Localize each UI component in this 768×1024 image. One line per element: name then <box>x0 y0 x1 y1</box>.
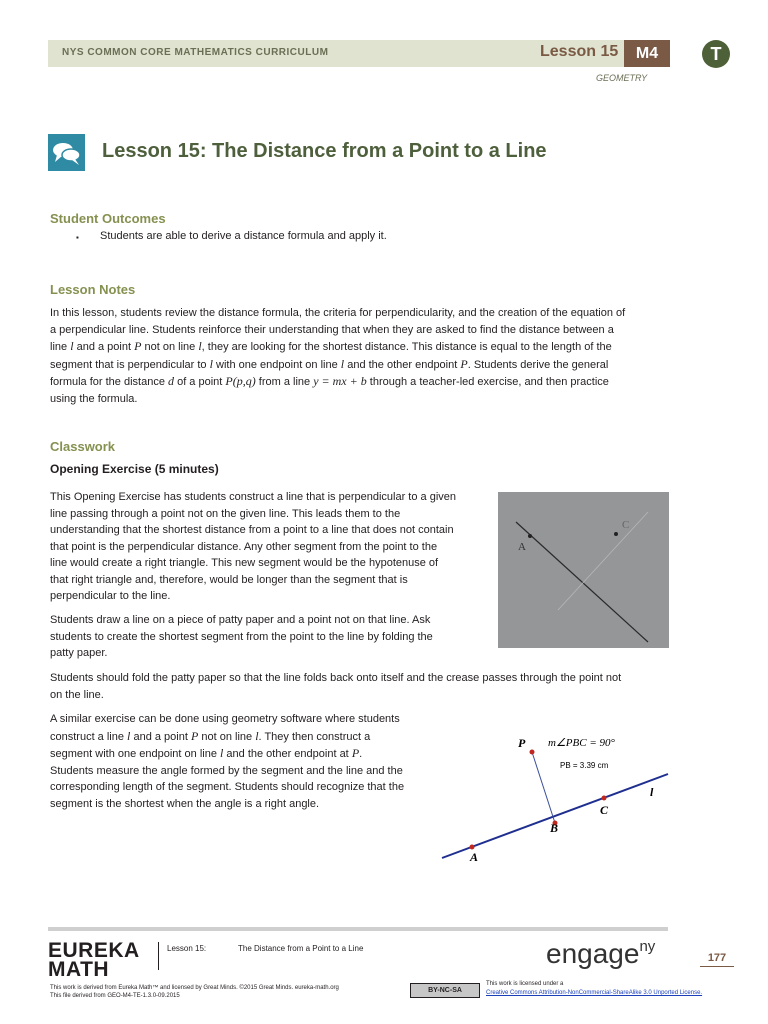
line-l-label: l <box>650 785 654 799</box>
angle-measure-label: m∠PBC = 90° <box>548 737 615 749</box>
footer-divider <box>158 942 159 970</box>
photo-point-a-label: A <box>518 541 526 553</box>
opening-paragraph-3: Students should fold the patty paper so that the line folds back onto itself and the crease passes through the point not on the line. <box>50 672 622 701</box>
eureka-math-logo: EUREKA MATH <box>48 939 140 981</box>
bullet-marker: ▪ <box>76 233 79 242</box>
notes-paragraph: In this lesson, students review the distance formula, the criteria for perpendicularity, and the creation of the equation of a perpendicular line. Students reinforce their understanding that when they are asked to find the distance between a line l and a point P not on line l, they are looking for the shortest distance. This distance is equal to the length of the segment that is perpendicular to l with one endpoint on line l and the other endpoint P. Students derive the general formula for the distance d of a point P(p,q) from a line y = mx + b through a teacher-led exercise, and then practice using the formula. <box>50 307 626 405</box>
license-link[interactable]: Creative Commons Attribution-NonCommercial-ShareAlike 3.0 Unported License. <box>486 990 703 996</box>
lesson-number: Lesson 15 <box>540 43 619 60</box>
outcome-item: Students are able to derive a distance formula and apply it. <box>100 230 387 242</box>
page-title: Lesson 15: The Distance from a Point to a Line <box>102 140 547 162</box>
header-bar <box>48 40 670 67</box>
teacher-edition-badge: T <box>702 40 730 68</box>
module-badge: M4 <box>624 40 670 67</box>
page-number: 177 <box>700 952 734 967</box>
photo-point-c-label: C <box>622 519 630 531</box>
footer-lesson-title: The Distance from a Point to a Line <box>238 944 364 953</box>
notes-heading: Lesson Notes <box>50 282 136 297</box>
point-a-label: A <box>470 850 479 864</box>
segment-length-label: PB = 3.39 cm <box>560 761 609 770</box>
patty-paper-photo <box>498 492 669 648</box>
classwork-heading: Classwork <box>50 439 116 454</box>
footer-lesson: Lesson 15: <box>167 944 207 953</box>
curriculum-label: NYS COMMON CORE MATHEMATICS CURRICULUM <box>62 47 329 58</box>
creative-commons-badge: BY-NC-SA <box>410 983 480 998</box>
point-p-label: P <box>518 736 526 750</box>
opening-paragraph-2: Students draw a line on a piece of patty paper and a point not on that line. Ask students to create the shortest segment from the point to the line by folding the patty paper. <box>50 614 433 659</box>
perpendicular-distance-diagram <box>438 726 670 866</box>
discussion-icon <box>48 134 85 171</box>
footer-file-id: This file derived from GEO-M4-TE-1.3.0-09.2015 <box>50 993 180 999</box>
point-c-label: C <box>600 803 609 817</box>
outcomes-heading: Student Outcomes <box>50 211 166 226</box>
engageny-logo: engage$^{ny}$ <box>546 938 656 969</box>
footer-copyright: This work is derived from Eureka Math™ and licensed by Great Minds. ©2015 Great Minds. eureka-math.org <box>50 985 339 991</box>
footer-rule <box>48 927 668 931</box>
opening-paragraph-1: This Opening Exercise has students construct a line that is perpendicular to a given line passing through a point not on the given line. This leads them to the understanding that the shortest distance from a point to a line that does not contain that point is the perpendicular distance. Any other segment from the point to the line would create a right triangle. This new segment would be the hypotenuse of that right triangle and, therefore, would be longer than the segment that is perpendicular to the line. <box>50 491 457 602</box>
subject-label: GEOMETRY <box>596 73 648 83</box>
opening-exercise-heading: Opening Exercise (5 minutes) <box>50 462 219 476</box>
point-b-label: B <box>550 821 559 835</box>
opening-paragraph-4: A similar exercise can be done using geometry software where students construct a line l and a point P not on line l. They then construct a segment with one endpoint on line l and the other endpoint at P. Students measure the angle formed by the segment and the line and the corresponding length of the segment. Students should recognize that the segment is the shortest when the angle is a right angle. <box>50 713 405 810</box>
license-text: This work is licensed under a <box>486 981 564 987</box>
